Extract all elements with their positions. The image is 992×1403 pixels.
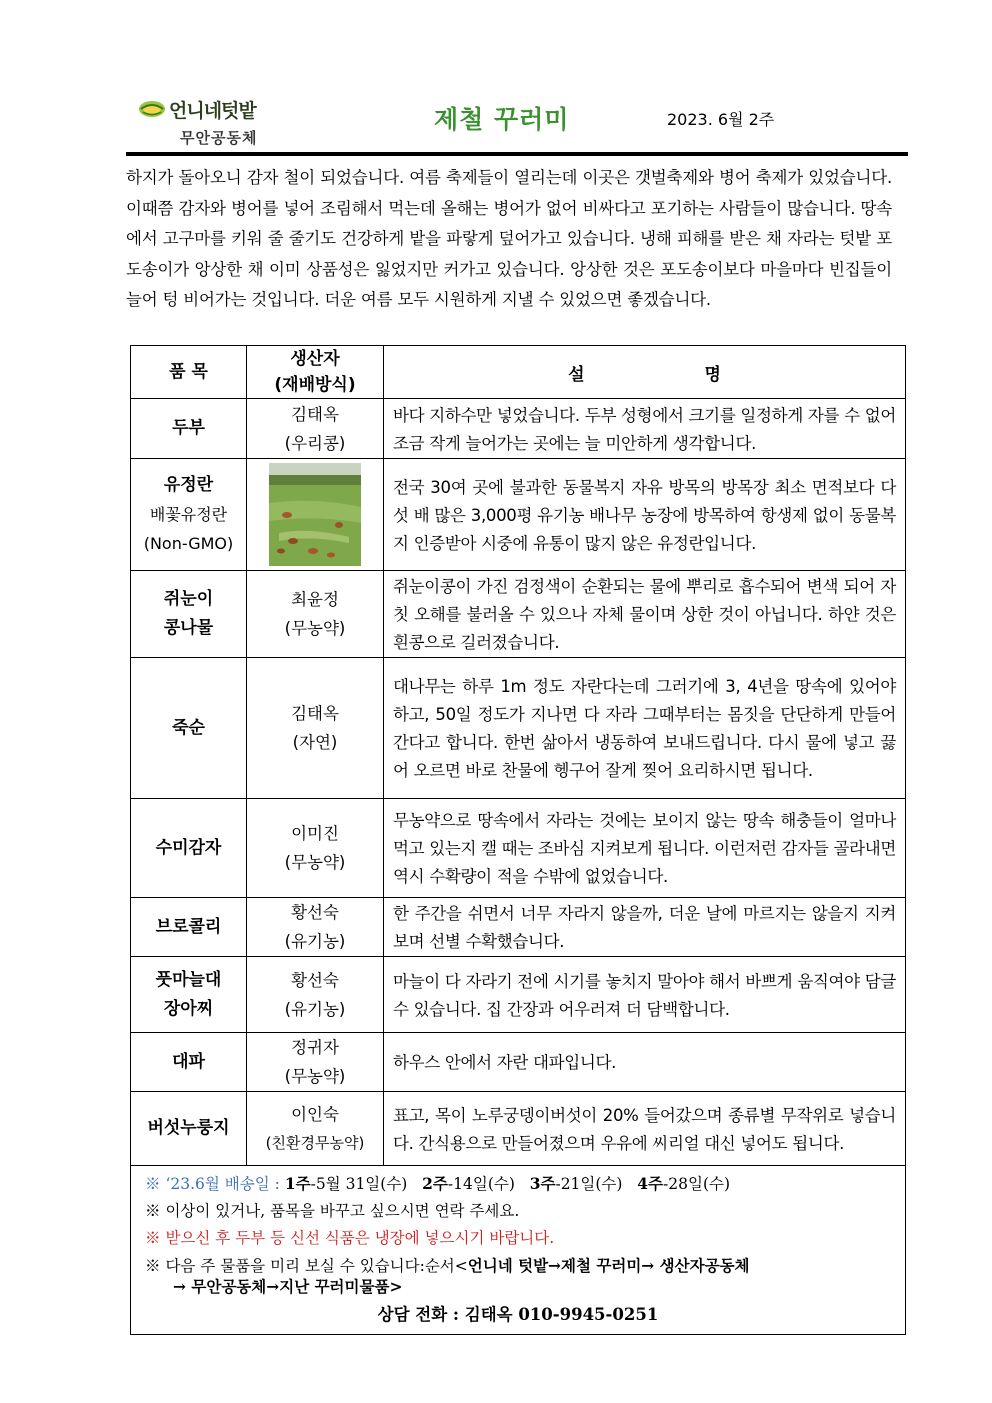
notes-cell	[131, 1166, 906, 1335]
header-desc-left: 설	[568, 364, 585, 385]
item-subname-note: (Non-GMO)	[143, 534, 234, 553]
preview-path-continued[interactable]: → 무안공동체→지난 꾸러미물품>	[173, 1277, 403, 1296]
note-mark: ※	[145, 1229, 161, 1247]
producer-cell	[247, 1092, 384, 1166]
fridge-note-text: 받으신 후 두부 등 신선 식품은 냉장에 넣으시기 바랍니다.	[165, 1229, 555, 1247]
delivery-schedule	[145, 1170, 905, 1198]
item-name-line1: 쥐눈이	[163, 589, 214, 609]
table-row	[131, 799, 906, 898]
intro-paragraph: 하지가 돌아오니 감자 철이 되었습니다. 여름 축제들이 열리는데 이곳은 갯벌축제와 병어 축제가 있었습니다. 이때쯤 감자와 병어를 넣어 조림해서 먹는데 올해는 병어가 없어 비싸다고 포기하는 사람들이 많습니다. 땅속에서 고구마를 키워 줄 줄기도 건강하게 밭을 파랗게 덮어가고 있습니다. 냉해 피해를 받은 채 자라는 텃밭 포도송이가 앙상한 채 이미 상품성은 잃었지만 커가고 있습니다. 앙상한 것은 포도송이보다 마을마다 빈집들이 늘어 텅 비어가는 것입니다. 더운 여름 모두 시원하게 지낼 수 있었으면 좋겠습니다.	[126, 168, 892, 309]
note-mark: ※	[145, 1175, 161, 1193]
table-header-row	[131, 346, 906, 399]
note-mark: ※	[145, 1257, 161, 1275]
producer-cell	[247, 459, 384, 571]
item-name-line2: 장아찌	[163, 998, 214, 1019]
producer-name: 황선숙	[291, 970, 339, 990]
preview-note	[145, 1255, 905, 1277]
item-description: 전국 30여 곳에 불과한 동물복지 자유 방목의 방목장 최소 면적보다 다섯 배 많은 3,000평 유기농 배나무 농장에 방목하여 항생제 없이 동물복지 인증받아 시중에 유통이 많지 않은 유정란입니다.	[384, 459, 906, 571]
logo	[138, 95, 298, 151]
delivery-date: -5월 31일(수)	[310, 1175, 408, 1193]
delivery-week: 4주	[637, 1174, 664, 1193]
exchange-note-text: 이상이 있거나, 품목을 바꾸고 싶으시면 연락 주세요.	[165, 1202, 520, 1220]
header-item: 품 목	[131, 346, 247, 399]
product-table	[130, 345, 906, 1335]
header-producer-line1: 생산자	[290, 349, 340, 369]
producer-cell	[247, 658, 384, 799]
exchange-note	[145, 1198, 905, 1225]
producer-name: 정귀자	[291, 1038, 339, 1057]
item-cell	[131, 459, 247, 571]
page-title: 제철 꾸러미	[434, 105, 570, 134]
item-name: 대파	[131, 1033, 247, 1092]
item-description: 무농약으로 땅속에서 자라는 것에는 보이지 않는 땅속 해충들이 얼마나 먹고 있는지 캘 때는 조바심 지켜보게 됩니다. 이런저런 감자들 골라내면 역시 수확량이 적을 수밖에 없었습니다.	[384, 799, 906, 898]
table-row	[131, 898, 906, 957]
table-row	[131, 459, 906, 571]
item-cell	[131, 957, 247, 1033]
item-name-line2: 콩나물	[163, 618, 214, 638]
item-name: 수미감자	[131, 799, 247, 898]
item-name: 죽순	[131, 658, 247, 799]
producer-name: 김태옥	[291, 404, 339, 424]
producer-cell	[247, 399, 384, 459]
item-description: 대나무는 하루 1m 정도 자란다는데 그러기에 3, 4년을 땅속에 있어야 하고, 50일 정도가 지나면 다 자라 그때부터는 몸짓을 단단하게 만들어 간다고 합니다. 한번 삶아서 냉동하여 보내드립니다. 다시 물에 넣고 끓어 오르면 바로 찬물에 헹구어 잘게 찢어 요리하시면 됩니다.	[384, 658, 906, 799]
preview-path-link[interactable]: 언니네 텃밭→제철 꾸러미→ 생산자공동체	[467, 1256, 750, 1275]
producer-name: 이미진	[291, 824, 339, 843]
producer-method: (우리콩)	[284, 433, 346, 453]
item-name: 버섯누룽지	[131, 1092, 247, 1166]
delivery-date: -14일(수)	[447, 1175, 515, 1193]
contact-phone: 상담 전화 : 김태옥 010-9945-0251	[377, 1305, 659, 1324]
delivery-date: -21일(수)	[555, 1175, 623, 1193]
delivery-week: 2주	[422, 1174, 448, 1193]
logo-name: 언니네텃밭	[169, 99, 256, 122]
producer-name: 최윤정	[291, 590, 339, 609]
delivery-date: -28일(수)	[663, 1175, 731, 1193]
item-description: 하우스 안에서 자란 대파입니다.	[384, 1033, 906, 1092]
header-producer-line2: (재배방식)	[274, 375, 356, 395]
item-subname: 배꽃유정란	[149, 505, 228, 524]
table-row	[131, 399, 906, 459]
delivery-week: 3주	[529, 1174, 556, 1193]
producer-cell	[247, 957, 384, 1033]
item-name: 브로콜리	[131, 898, 247, 957]
delivery-week: 1주	[284, 1174, 311, 1193]
header-desc-right: 명	[704, 364, 721, 385]
item-name: 두부	[131, 399, 247, 459]
producer-method: (유기농)	[284, 932, 346, 951]
producer-cell	[247, 571, 384, 658]
leaf-logo-icon	[138, 98, 166, 120]
item-description: 표고, 목이 노루궁뎅이버섯이 20% 들어갔으며 종류별 무작위로 넣습니다. 간식용으로 만들어졌으며 우유에 씨리얼 대신 넣어도 됩니다.	[384, 1092, 906, 1166]
producer-method: (친환경무농약)	[265, 1133, 365, 1152]
note-mark: ※	[145, 1202, 161, 1220]
table-row	[131, 957, 906, 1033]
issue-date: 2023. 6월 2주	[667, 110, 775, 129]
fridge-note	[145, 1225, 905, 1252]
producer-cell	[247, 1033, 384, 1092]
item-name-line1: 풋마늘대	[155, 969, 222, 990]
free-range-chicken-photo	[269, 463, 361, 566]
preview-note-prefix: 다음 주 물품을 미리 보실 수 있습니다:순서<	[165, 1257, 468, 1275]
producer-method: (자연)	[292, 733, 338, 752]
producer-name: 이인숙	[291, 1104, 339, 1124]
table-row	[131, 571, 906, 658]
header-description	[384, 346, 906, 399]
logo-subtitle: 무안공동체	[180, 129, 258, 147]
item-cell	[131, 571, 247, 658]
table-row	[131, 658, 906, 799]
table-row	[131, 1033, 906, 1092]
producer-method: (무농약)	[284, 1067, 346, 1086]
producer-cell	[247, 898, 384, 957]
producer-name: 황선숙	[291, 903, 339, 922]
item-description: 쥐눈이콩이 가진 검정색이 순환되는 물에 뿌리로 흡수되어 변색 되어 자칫 오해를 불러올 수 있으나 자체 물이며 상한 것이 아닙니다. 하얀 것은 흰콩으로 길러졌습니다.	[384, 571, 906, 658]
producer-name: 김태옥	[291, 704, 339, 723]
header-divider	[126, 152, 908, 156]
notes-row	[131, 1166, 906, 1335]
item-description: 한 주간을 쉬면서 너무 자라지 않을까, 더운 날에 마르지는 않을지 지켜보며 선별 수확했습니다.	[384, 898, 906, 957]
item-description: 마늘이 다 자라기 전에 시기를 놓치지 말아야 해서 바쁘게 움직여야 담글 수 있습니다. 집 간장과 어우러져 더 담백합니다.	[384, 957, 906, 1033]
header-producer	[247, 346, 384, 399]
delivery-label: ‘23.6월 배송일 :	[165, 1175, 280, 1193]
producer-cell	[247, 799, 384, 898]
item-name: 유정란	[163, 475, 214, 495]
producer-method: (무농약)	[284, 853, 346, 872]
table-row	[131, 1092, 906, 1166]
producer-method: (유기농)	[284, 999, 346, 1019]
item-description: 바다 지하수만 넣었습니다. 두부 성형에서 크기를 일정하게 자를 수 없어 조금 작게 늘어가는 곳에는 늘 미안하게 생각합니다.	[384, 399, 906, 459]
producer-method: (무농약)	[284, 619, 346, 638]
